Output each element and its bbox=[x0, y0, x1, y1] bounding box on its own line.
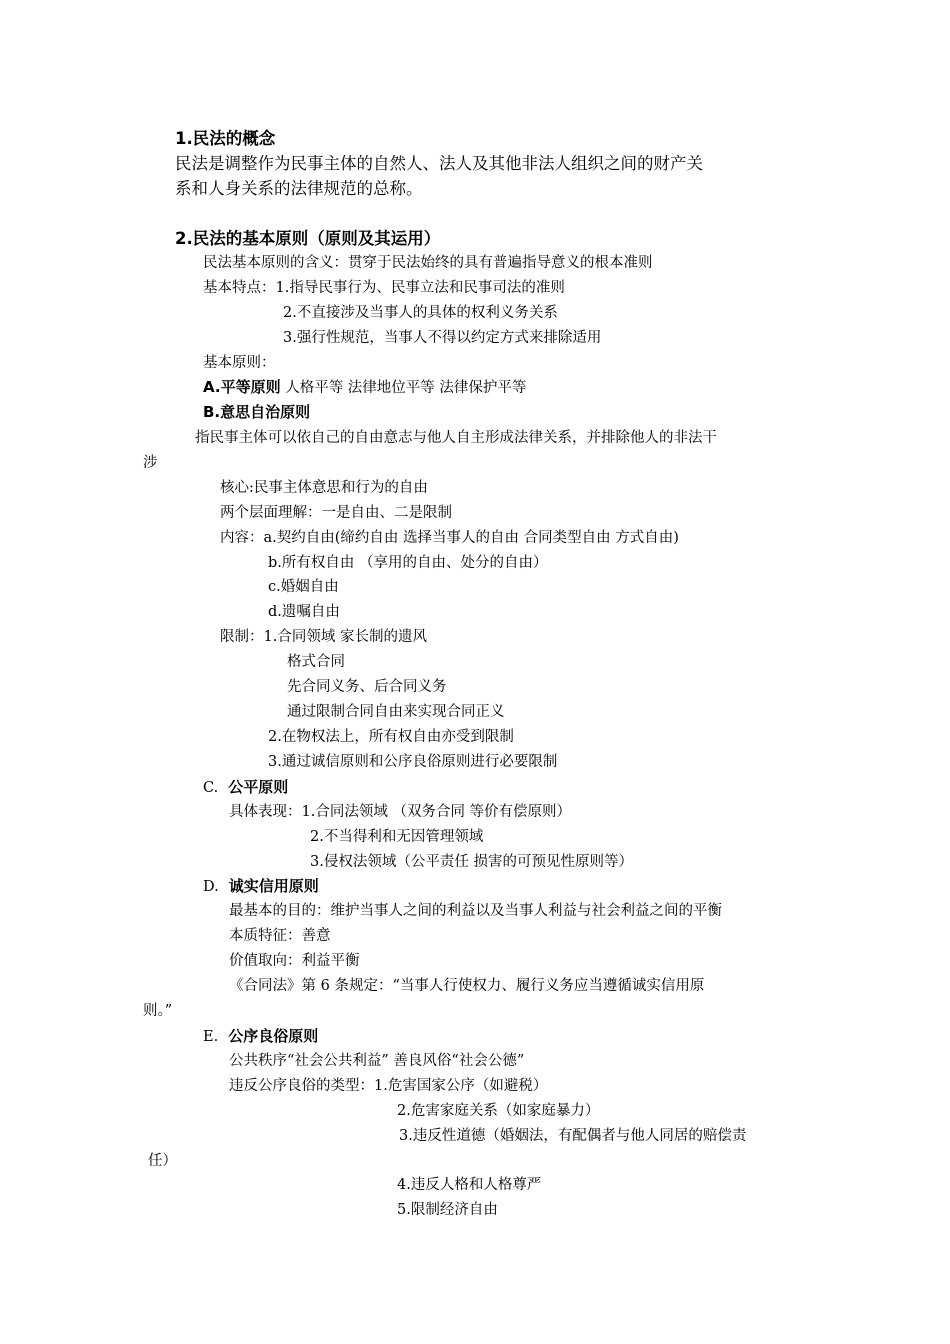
section-1-paragraph-line: 民法是调整作为民事主体的自然人、法人及其他非法人组织之间的财产关 bbox=[175, 154, 703, 173]
basic-principles-label: 基本原则： bbox=[203, 355, 276, 371]
principle-e-item: 违反公序良俗的类型：1.危害国家公序（如避税） bbox=[229, 1078, 548, 1094]
principle-c-item: 3.侵权法领域（公平责任 损害的可预见性原则等） bbox=[310, 854, 633, 870]
principle-e-item: 2.危害家庭关系（如家庭暴力） bbox=[397, 1103, 600, 1119]
content-line: d.遗嘱自由 bbox=[268, 604, 340, 620]
feature-line: 基本特点：1.指导民事行为、民事立法和民事司法的准则 bbox=[203, 280, 565, 296]
principle-c bbox=[203, 777, 288, 798]
principle-c-prefix: C. bbox=[203, 780, 219, 796]
limit-line: 限制：1.合同领域 家长制的遗风 bbox=[220, 629, 427, 645]
principle-d-item: 最基本的目的：维护当事人之间的利益以及当事人利益与社会利益之间的平衡 bbox=[229, 903, 722, 919]
principle-b-definition: 指民事主体可以依自己的自由意志与他人自主形成法律关系，并排除他人的非法干 bbox=[195, 430, 717, 446]
principle-e bbox=[203, 1026, 318, 1047]
feature-line: 2.不直接涉及当事人的具体的权利义务关系 bbox=[283, 305, 558, 321]
feature-line: 3.强行性规范，当事人不得以约定方式来排除适用 bbox=[283, 330, 602, 346]
limit-line: 通过限制合同自由来实现合同正义 bbox=[287, 704, 505, 720]
principle-b-core: 核心:民事主体意思和行为的自由 bbox=[220, 480, 428, 496]
principle-c-item: 具体表现：1.合同法领域 （双务合同 等价有偿原则） bbox=[229, 804, 572, 820]
section-1-heading: 1.民法的概念 bbox=[175, 129, 276, 148]
principle-d-title: 诚实信用原则 bbox=[228, 877, 319, 895]
principle-a-title: A.平等原则 bbox=[203, 378, 281, 396]
principle-d-item: 《合同法》第 6 条规定：“当事人行使权力、履行义务应当遵循诚实信用原 bbox=[229, 978, 705, 994]
principle-e-item: 公共秩序“社会公共利益” 善良风俗“社会公德” bbox=[229, 1053, 525, 1069]
principle-c-item: 2.不当得利和无因管理领域 bbox=[310, 829, 484, 845]
content-line: b.所有权自由 （享用的自由、处分的自由） bbox=[268, 555, 548, 571]
principle-e-item: 任） bbox=[148, 1153, 177, 1169]
content-line: c.婚姻自由 bbox=[268, 579, 339, 595]
limit-line: 先合同义务、后合同义务 bbox=[287, 679, 447, 695]
principle-a-text: 人格平等 法律地位平等 法律保护平等 bbox=[280, 380, 527, 396]
principle-e-item: 3.违反性道德（婚姻法，有配偶者与他人同居的赔偿责 bbox=[399, 1128, 747, 1144]
limit-line: 3.通过诚信原则和公序良俗原则进行必要限制 bbox=[268, 754, 558, 770]
principle-e-title: 公序良俗原则 bbox=[228, 1027, 319, 1045]
section-2-heading: 2.民法的基本原则（原则及其运用） bbox=[175, 229, 441, 248]
principle-b-title: B.意思自治原则 bbox=[203, 403, 311, 421]
principle-e-item: 4.违反人格和人格尊严 bbox=[397, 1177, 542, 1193]
principle-b-two-levels: 两个层面理解：一是自由、二是限制 bbox=[220, 505, 452, 521]
principle-d-item: 则。” bbox=[143, 1003, 173, 1019]
principle-d bbox=[203, 876, 319, 897]
principle-d-prefix: D. bbox=[203, 879, 219, 895]
principle-d-item: 价值取向：利益平衡 bbox=[229, 953, 360, 969]
principle-c-title: 公平原则 bbox=[228, 778, 289, 796]
principle-e-prefix: E. bbox=[203, 1029, 219, 1045]
principles-meaning: 民法基本原则的含义：贯穿于民法始终的具有普遍指导意义的根本准则 bbox=[203, 255, 653, 271]
limit-line: 格式合同 bbox=[287, 654, 345, 670]
limit-line: 2.在物权法上，所有权自由亦受到限制 bbox=[268, 729, 514, 745]
content-line: 内容：a.契约自由(缔约自由 选择当事人的自由 合同类型自由 方式自由) bbox=[220, 530, 679, 546]
section-1-paragraph-line: 系和人身关系的法律规范的总称。 bbox=[175, 179, 423, 198]
principle-a bbox=[203, 377, 526, 398]
principle-e-item: 5.限制经济自由 bbox=[397, 1202, 498, 1218]
principle-b-definition: 涉 bbox=[143, 455, 158, 471]
principle-d-item: 本质特征：善意 bbox=[229, 928, 331, 944]
